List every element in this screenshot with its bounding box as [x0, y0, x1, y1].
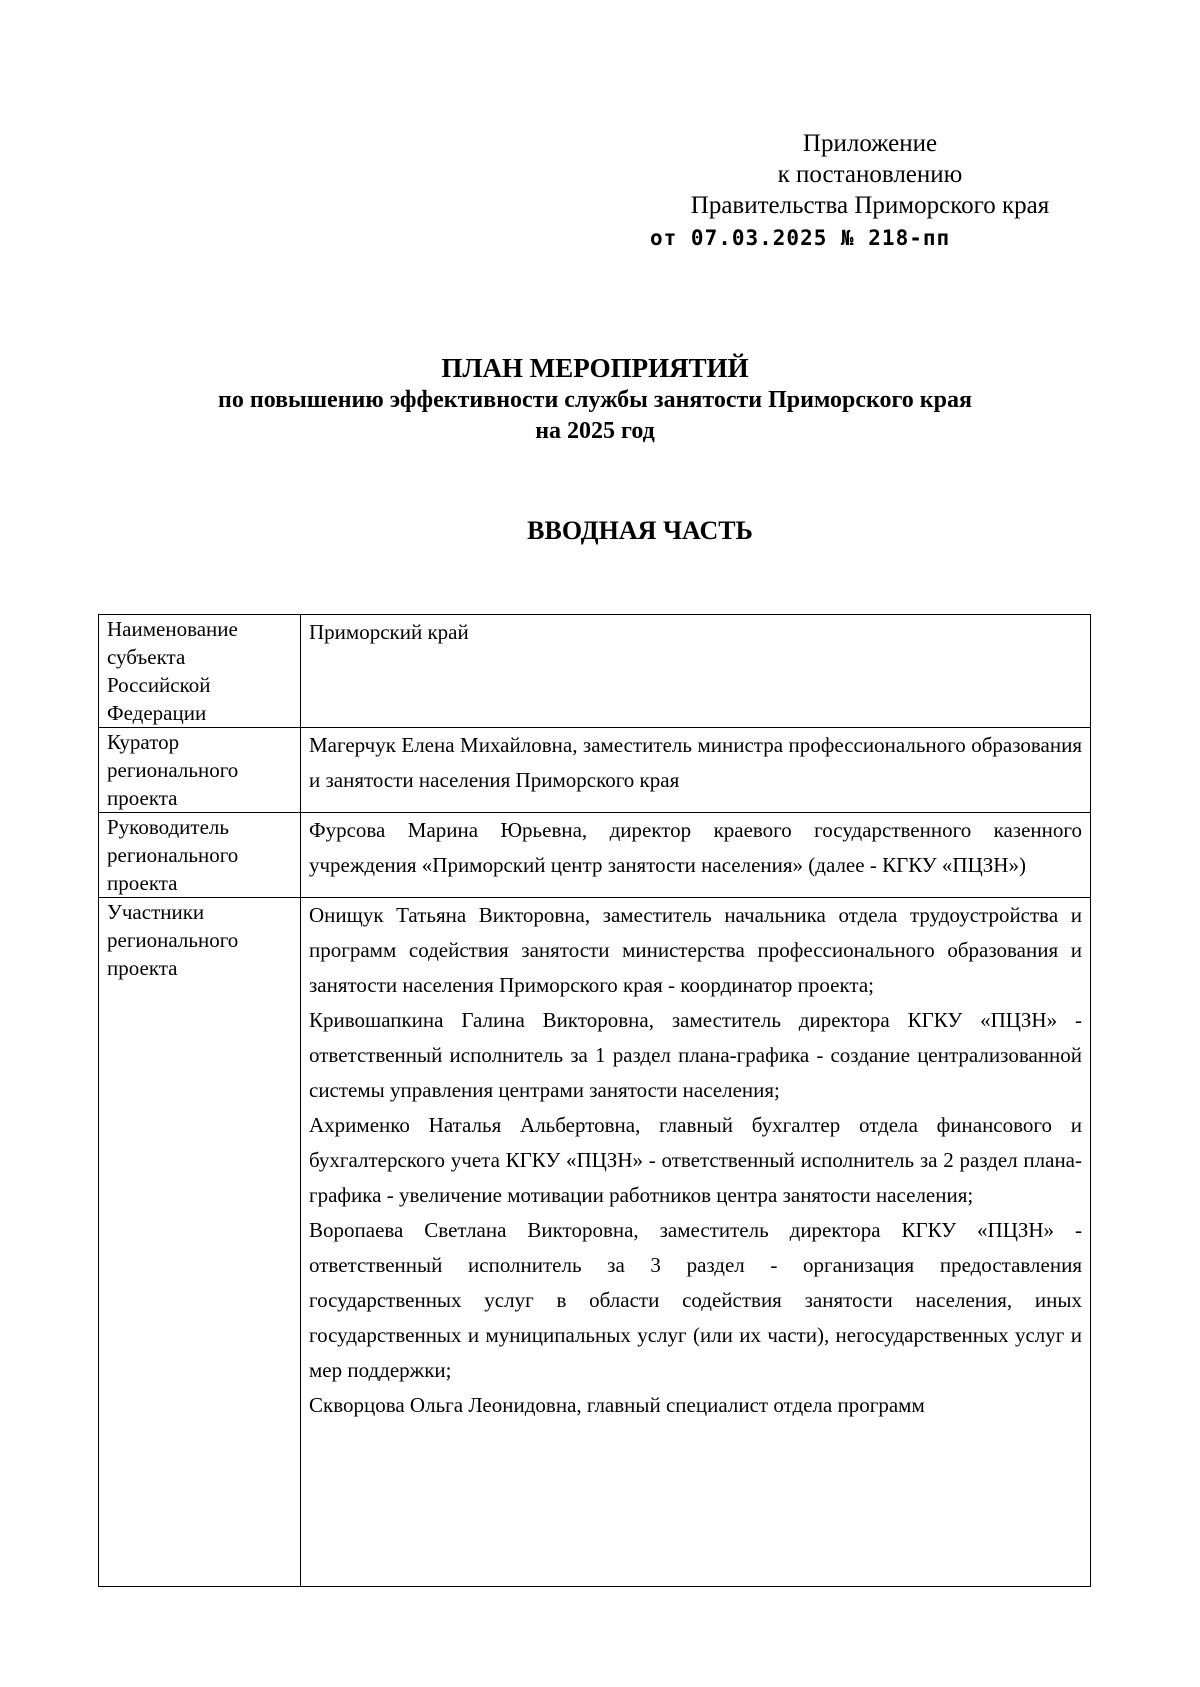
value-paragraph: Магерчук Елена Михайловна, заместитель министра профессионального образования и занятости населения Приморского края — [309, 733, 1082, 792]
plan-title-year: на 2025 год — [535, 418, 655, 444]
row-value — [301, 615, 1091, 728]
section-title: ВВОДНАЯ ЧАСТЬ — [527, 516, 753, 545]
table-row — [99, 728, 1091, 813]
value-paragraph: Приморский край — [309, 620, 469, 644]
value-paragraph: Скворцова Ольга Леонидовна, главный специалист отдела программ — [309, 1393, 925, 1417]
table-row — [99, 898, 1091, 1587]
row-label: Руководитель регионального проекта — [99, 813, 301, 898]
value-paragraph: Ахрименко Наталья Альбертовна, главный бухгалтер отдела финансового и бухгалтерского учета КГКУ «ПЦЗН» - ответственный исполнитель за 2 раздел плана-графика - увеличение мотивации работников центра занятости населения; — [309, 1113, 1082, 1207]
plan-title-subtitle: по повышению эффективности службы занятости Приморского края — [218, 387, 972, 413]
row-value — [301, 813, 1091, 898]
intro-table — [98, 614, 1091, 1587]
row-label: Куратор регионального проекта — [99, 728, 301, 813]
table-row — [99, 813, 1091, 898]
table-row — [99, 615, 1091, 728]
appendix-block — [620, 128, 1120, 254]
plan-title-main: ПЛАН МЕРОПРИЯТИЙ — [441, 353, 749, 383]
value-paragraph: Воропаева Светлана Викторовна, заместитель директора КГКУ «ПЦЗН» - ответственный исполнитель за 3 раздел - организация предоставления государственных услуг в области содействия занятости населения, иных государственных и муниципальных услуг (или их части), негосударственных услуг и мер поддержки; — [309, 1218, 1082, 1382]
row-label: Наименование субъекта Российской Федерации — [99, 615, 301, 728]
value-paragraph: Кривошапкина Галина Викторовна, заместитель директора КГКУ «ПЦЗН» - ответственный исполнитель за 1 раздел плана-графика - создание централизованной системы управления центрами занятости населения; — [309, 1008, 1082, 1102]
value-paragraph: Фурсова Марина Юрьевна, директор краевого государственного казенного учреждения «Приморский центр занятости населения» (далее - КГКУ «ПЦЗН») — [309, 818, 1082, 877]
value-paragraph: Онищук Татьяна Викторовна, заместитель начальника отдела трудоустройства и программ содействия занятости министерства профессионального образования и занятости населения Приморского края - координатор проекта; — [309, 903, 1082, 997]
row-value — [301, 728, 1091, 813]
appendix-line-1: Приложение — [802, 130, 938, 157]
plan-title — [95, 352, 1095, 447]
row-value — [301, 898, 1091, 1587]
appendix-line-3: Правительства Приморского края — [690, 192, 1050, 219]
registration-stamp: от 07.03.2025 № 218-пп — [650, 226, 951, 250]
row-label: Участники регионального проекта — [99, 898, 301, 1587]
appendix-line-2: к постановлению — [777, 161, 963, 188]
